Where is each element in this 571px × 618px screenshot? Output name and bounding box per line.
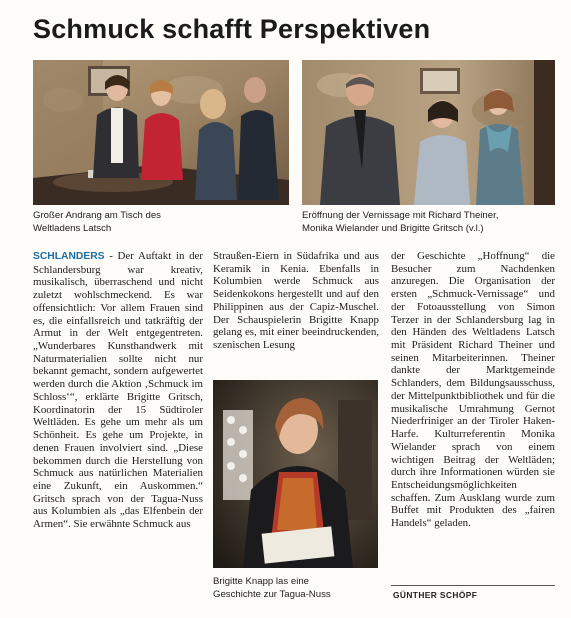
photo-reader: [213, 380, 378, 568]
column-1-text: - Der Auftakt in der Schlandersburg war kreativ, musikalisch, überraschend und nicht zuletzt wohlschmeckend. Es war offensichtlich: Vor allem Frauen sind es, die einfallsreich und tatkräftig der Armut in der Welt entgegentreten. „Wunderbares Kunsthandwerk mit Naturmaterialien sollte nicht nur bekannt gemacht, sondern aufgewertet werden durch die Aktion ‚Schmuck im Schloss‘“, erklärte Brigitte Gritsch, Koordinatorin der 15 Südtiroler Weltläden. Es gehe um mehr als um Schönheit. Es gehe um Projekte, in denen Frauen involviert sind. „Diese bekommen durch die Herstellung von Schmuck aus natürlichen Materialien eine Zukunft, ein Auskommen.“ Gritsch sprach von der Tagua-Nuss aus Kolumbien als „das Elfenbein der Armen“. Sie erwähnte Schmuck aus: [33, 250, 203, 531]
article-column-1: [33, 250, 203, 531]
column-1-paragraph: [33, 250, 203, 531]
article-column-3: [391, 250, 555, 530]
column-3-text: der Geschichte „Hoffnung“ die Besucher zum Nachdenken anzuregen. Die Organisation der ersten „Schmuck-Vernissage“ und der Fotoausstellung von Simon Terzer in der Schlandersburg lag in den Händen des Weltladens Latsch mit Präsident Richard Theiner und seinen Mitarbeiterinnen. Theiner dankte der Marktgemeinde Schlanders, dem Bildungsausschuss, der Mittelpunktbibliothek und für die musikalische Umrahmung Gernot Niederfriniger an der Tiroler Haken-Harfe. Kulturreferentin Monika Wielander sprach von einem wichtigen Beitrag der Weltläden; durch ihre Informationen würden sie Entscheidungsmöglichkeiten schaffen. Zum Ausklang wurde zum Buffet mit Produkten des „fairen Handels“ geladen.: [391, 250, 555, 530]
photo-crowd-at-table-image: [33, 60, 289, 205]
photo-crowd-at-table: [33, 60, 289, 205]
column-2-text: Straußen-Eiern in Südafrika und aus Keramik in Kenia. Ebenfalls in Kolumbien werde Schmuck aus Seidenkokons hergestellt und auf den Philippinen aus der Capiz-Muschel. Der Schauspielerin Brigitte Knapp gelang es, mit einer beeindruckenden, szenischen Lesung: [213, 250, 379, 352]
author-rule: [391, 585, 555, 586]
article-column-2: [213, 250, 379, 352]
article-headline: Schmuck schafft Perspektiven: [33, 14, 431, 44]
photo-opening-caption: Eröffnung der Vernissage mit Richard Theiner, Monika Wielander und Brigitte Gritsch (v.l.): [302, 210, 499, 234]
photo-vernissage-opening: [302, 60, 555, 205]
photo-vernissage-opening-image: [302, 60, 555, 205]
article-author: GÜNTHER SCHÖPF: [393, 590, 478, 600]
photo-reader-caption: Brigitte Knapp las eine Geschichte zur Tagua-Nuss: [213, 576, 331, 600]
photo-crowd-caption: Großer Andrang am Tisch des Weltladens Latsch: [33, 210, 161, 234]
photo-reader-image: [213, 380, 378, 568]
article-dateline: SCHLANDERS: [33, 251, 105, 262]
